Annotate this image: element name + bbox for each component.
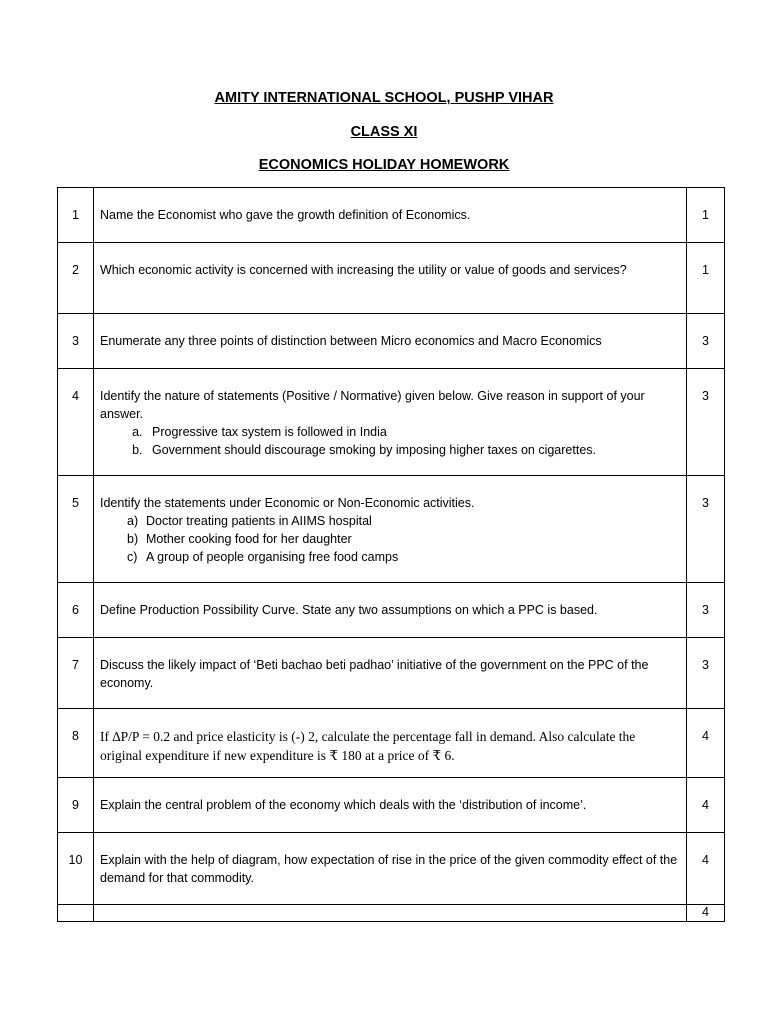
question-text: Name the Economist who gave the growth definition of Economics. xyxy=(100,208,471,222)
question-number: 7 xyxy=(72,658,79,672)
list-item: a. Progressive tax system is followed in India xyxy=(146,423,680,441)
question-number: 9 xyxy=(72,798,79,812)
question-text: Discuss the likely impact of ‘Beti bachao beti padhao’ initiative of the government on the PPC of the economy. xyxy=(100,658,649,690)
question-marks: 4 xyxy=(702,798,709,812)
question-number: 10 xyxy=(68,853,83,867)
question-marks: 3 xyxy=(702,496,709,510)
question-text: If ∆P/P = 0.2 and price elasticity is (-) 2, calculate the percentage fall in demand. Also calculate the original expenditure if new expenditure is ₹ 180 at a price of ₹ 6. xyxy=(100,729,636,763)
question-marks: 4 xyxy=(702,905,709,919)
question-text: Explain with the help of diagram, how expectation of rise in the price of the given commodity effect of the demand for that commodity. xyxy=(100,853,678,885)
question-number: 2 xyxy=(72,263,79,277)
table-row xyxy=(58,778,725,833)
sub-item-list xyxy=(100,512,680,566)
list-item: a) Doctor treating patients in AIIMS hospital xyxy=(127,514,372,528)
question-text: Identify the nature of statements (Positive / Normative) given below. Give reason in support of your answer. xyxy=(100,389,645,421)
question-marks: 4 xyxy=(702,729,709,743)
list-item: c) A group of people organising free food camps xyxy=(127,550,399,564)
question-marks: 3 xyxy=(702,658,709,672)
question-marks: 1 xyxy=(702,208,709,222)
table-row xyxy=(58,638,725,709)
question-number: 8 xyxy=(72,729,79,743)
table-row xyxy=(58,314,725,369)
list-item: b. Government should discourage smoking by imposing higher taxes on cigarettes. xyxy=(146,441,680,459)
homework-title: ECONOMICS HOLIDAY HOMEWORK xyxy=(258,157,510,173)
question-number: 6 xyxy=(72,603,79,617)
question-marks: 3 xyxy=(702,389,709,403)
table-row xyxy=(58,583,725,638)
table-row xyxy=(58,243,725,314)
question-text: Identify the statements under Economic or Non-Economic activities. xyxy=(100,496,475,510)
table-row xyxy=(58,369,725,476)
question-number: 3 xyxy=(72,334,79,348)
question-number: 1 xyxy=(72,208,79,222)
question-marks: 1 xyxy=(702,263,709,277)
question-text: Define Production Possibility Curve. State any two assumptions on which a PPC is based. xyxy=(100,603,598,617)
question-text: Which economic activity is concerned with increasing the utility or value of goods and services? xyxy=(100,263,627,277)
school-name: AMITY INTERNATIONAL SCHOOL, PUSHP VIHAR xyxy=(214,90,554,106)
table-row xyxy=(58,905,725,922)
homework-table xyxy=(57,187,725,922)
question-marks: 4 xyxy=(702,853,709,867)
question-marks: 3 xyxy=(702,603,709,617)
question-number: 5 xyxy=(72,496,79,510)
sub-item-list xyxy=(100,423,680,459)
question-text: Enumerate any three points of distinction between Micro economics and Macro Economics xyxy=(100,334,602,348)
question-text: Explain the central problem of the economy which deals with the ‘distribution of income’. xyxy=(100,798,587,812)
table-row xyxy=(58,188,725,243)
question-marks: 3 xyxy=(702,334,709,348)
table-row xyxy=(58,833,725,905)
class-heading: CLASS XI xyxy=(350,124,418,140)
table-row xyxy=(58,476,725,583)
table-row xyxy=(58,709,725,778)
list-item: b) Mother cooking food for her daughter xyxy=(127,532,352,546)
question-number: 4 xyxy=(72,389,79,403)
